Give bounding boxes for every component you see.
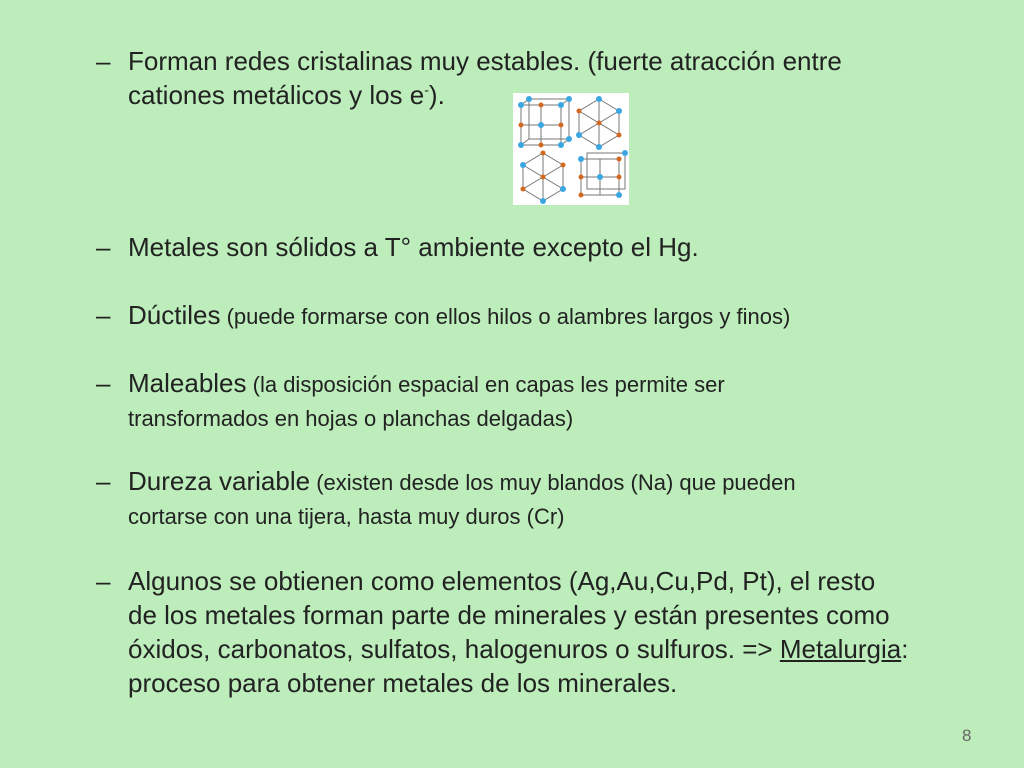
metalurgia-term: Metalurgia: [779, 634, 902, 664]
bullet-description: (existen desde los muy blandos (Na) que pueden: [310, 470, 796, 495]
bullet-dash: –: [96, 46, 111, 76]
bullet-line: cortarse con una tijera, hasta muy duros (Cr): [128, 504, 565, 529]
bullet-term: Dureza variable: [128, 466, 311, 496]
bullet-dash: –: [96, 232, 111, 262]
bullet-line: [128, 632, 908, 666]
bullet-line: [128, 464, 796, 500]
crystal-lattice-image: [513, 93, 629, 205]
bullet-text: [128, 298, 790, 334]
bullet-dash: –: [96, 466, 111, 496]
bullet-text: [128, 564, 908, 700]
bullet-term: Maleables: [128, 368, 247, 398]
bullet-dash: –: [96, 300, 111, 330]
bullet-description: (puede formarse con ellos hilos o alambres largos y finos): [220, 304, 791, 329]
bullet-line-text: ).: [428, 80, 445, 110]
bullet-line: Forman redes cristalinas muy estables. (fuerte atracción entre: [128, 46, 842, 76]
bullet-line: Algunos se obtienen como elementos (Ag,Au,Cu,Pd, Pt), el resto: [128, 566, 876, 596]
bullet-text: Metales son sólidos a T° ambiente excepto el Hg.: [128, 232, 699, 262]
page-number: 8: [962, 726, 972, 745]
bullet-line: proceso para obtener metales de los minerales.: [128, 668, 678, 698]
bullet-line: transformados en hojas o planchas delgadas): [128, 406, 574, 431]
bullet-description: (la disposición espacial en capas les permite ser: [246, 372, 725, 397]
bullet-text: [128, 366, 725, 436]
bullet-term: Dúctiles: [128, 300, 221, 330]
bullet-line-text: :: [901, 634, 909, 664]
bullet-text: [128, 44, 842, 112]
electron-superscript: -: [424, 81, 429, 98]
bullet-line-text: óxidos, carbonatos, sulfatos, halogenuros o sulfuros. =>: [128, 634, 780, 664]
bullet-dash: –: [96, 566, 111, 596]
bullet-line: [128, 78, 842, 112]
bullet-text: [128, 464, 796, 534]
crystal-lattice-icon: [513, 93, 629, 205]
bullet-line-text: cationes metálicos y los e: [128, 80, 425, 110]
bullet-line: de los metales forman parte de minerales y están presentes como: [128, 600, 890, 630]
bullet-line: [128, 366, 725, 402]
bullet-dash: –: [96, 368, 111, 398]
